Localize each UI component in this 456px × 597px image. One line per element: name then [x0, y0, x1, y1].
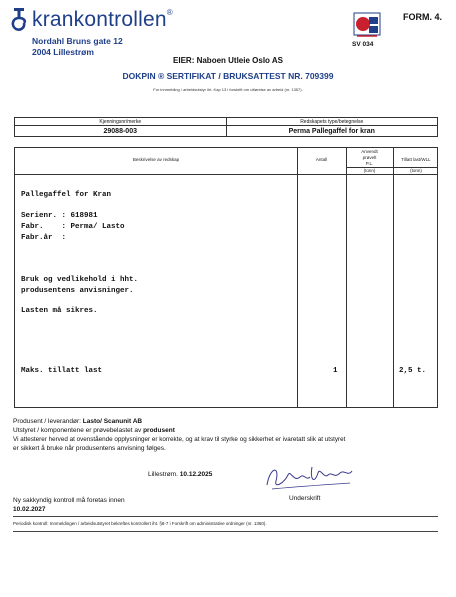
- form-number: FORM. 4.: [402, 12, 442, 22]
- certification-seal-icon: [353, 12, 381, 38]
- id-table: [14, 117, 438, 137]
- description-header: Beskrivelse av redskap: [132, 157, 180, 162]
- attest-line-2: er sikkert å bruke når produsentens anvisning følges.: [13, 445, 166, 452]
- manufacturer-line: Fabr. : Perma/ Lasto: [21, 223, 125, 231]
- producer-line: Produsent / leverandør: Lasto/ Scanunit AB: [13, 418, 143, 425]
- applied-header-1: Anvendt: [361, 149, 378, 154]
- year-line: Fabr.år :: [21, 234, 67, 242]
- applied-header-3: P.L.: [365, 161, 374, 166]
- footer-rule-bottom: [13, 531, 438, 532]
- brand-name: krankontrollen®: [32, 8, 173, 31]
- equipment-name: Pallegaffel for Kran: [21, 191, 112, 199]
- certificate-title: DOKPIN ® SERTIFIKAT / BRUKSATTEST NR. 709399: [122, 71, 334, 81]
- count-value: 1: [333, 367, 338, 375]
- hook-logo-icon: [10, 8, 28, 32]
- applied-unit: (tonn): [363, 168, 376, 173]
- place-date: Lillestrøm. 10.12.2025: [148, 471, 213, 478]
- allowed-unit: (tonn): [410, 168, 422, 173]
- applied-header-2: prøvelt: [362, 155, 377, 160]
- max-load-label: Maks. tillatt last: [21, 367, 103, 375]
- allowed-header: Tillatt last/WLL: [401, 157, 431, 162]
- id-col-header: Kjenningsnr/merke: [15, 118, 227, 126]
- next-control-label: Ny sakkyndig kontroll må foretas innen: [13, 497, 125, 504]
- equipment-table: [14, 147, 438, 408]
- regulation-note: For innmelding / arbeidsutstyr iht. Kap 13 i forskrift om utførelse av arbeid (nr. 1357).: [153, 87, 303, 92]
- header-rule: [15, 174, 437, 175]
- column-divider: [393, 148, 394, 407]
- usage-line-2: produsentens anvisninger.: [21, 287, 134, 295]
- column-divider: [346, 148, 347, 407]
- signature-mark: [262, 455, 357, 495]
- next-control-date: 10.02.2027: [13, 506, 46, 513]
- allowed-load-value: 2,5 t.: [399, 367, 427, 375]
- address-street: Nordahl Bruns gate 12: [32, 36, 123, 46]
- serial-line: Serienr. : 618981: [21, 212, 98, 220]
- component-line: Utstyret / komponentene er prøvebelastet av produsent: [13, 427, 175, 434]
- usage-line-1: Bruk og vedlikehold i hht.: [21, 276, 139, 284]
- count-header: Antall: [315, 157, 328, 162]
- signature-label: Underskrift: [289, 495, 321, 502]
- securing-line: Lasten må sikres.: [21, 307, 98, 315]
- seal-code: SV 034: [352, 41, 374, 48]
- type-value: Perma Pallegaffel for kran: [226, 126, 438, 137]
- address-city: 2004 Lillestrøm: [32, 47, 94, 57]
- type-col-header: Redskapets type/betegnelse: [226, 118, 438, 126]
- owner-line: EIER: Naboen Utleie Oslo AS: [173, 56, 283, 65]
- footer-rule-top: [13, 516, 438, 517]
- column-divider: [297, 148, 298, 407]
- attest-line-1: Vi attesterer herved at ovenstående opplysninger er korrekte, og at krav til styrke og sikkerhet er ivaretatt slik at utstyret: [13, 436, 346, 443]
- periodic-note: Periodisk kontroll: Innmeldingen / arbeidsutstyret bekreftes kontrollert iht. §8-7 i Forskrift om administrative ordninger (nr. 1360).: [13, 521, 267, 526]
- brand-logo: [10, 8, 173, 32]
- id-value: 29088-003: [15, 126, 227, 137]
